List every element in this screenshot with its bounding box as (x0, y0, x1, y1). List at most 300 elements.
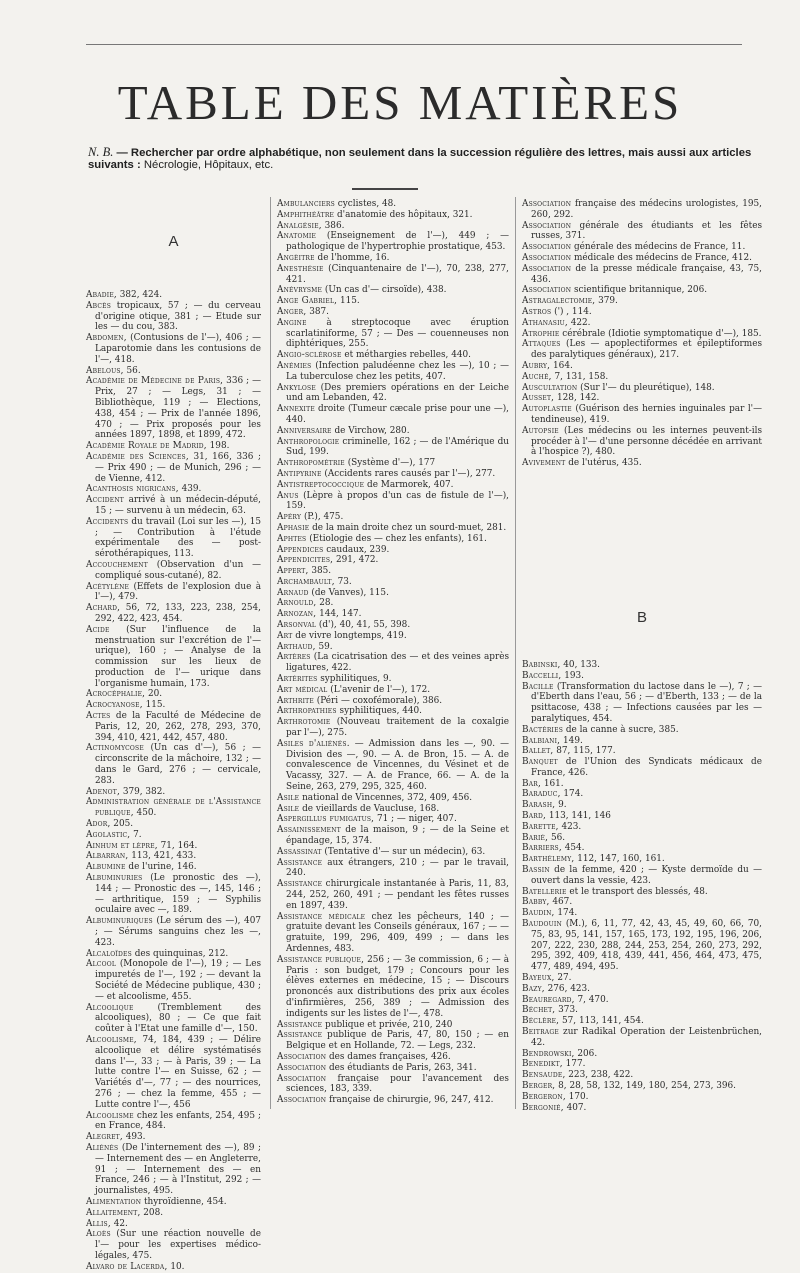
entry-references: caudaux, 239. (323, 544, 390, 555)
index-entry (522, 671, 762, 682)
entry-references: publique et privée, 210, 240 (322, 1019, 453, 1030)
entry-headword: Bendrowski, (522, 1048, 575, 1059)
entry-headword: Baudouin (522, 919, 562, 930)
entry-headword: Arsonval (277, 620, 317, 631)
entry-headword: Angine (277, 317, 307, 328)
entry-references: 450. (133, 808, 157, 819)
entry-headword: Arthropathies (277, 706, 337, 717)
index-entry (86, 873, 261, 916)
index-column-1 (86, 199, 261, 1272)
entry-references: de vieillards de Vaucluse, 168. (299, 803, 440, 814)
index-entry (86, 1219, 261, 1230)
instruction-note (88, 146, 760, 171)
entry-references: cérébrale (Idiotie symptomatique d'—), 185. (559, 328, 762, 339)
entry-references: 71 ; — niger, 407. (374, 814, 457, 825)
index-entry (86, 830, 261, 841)
entry-headword: Achard, (86, 603, 121, 614)
index-entry (86, 560, 261, 582)
entry-references: de l'utérus, 435. (565, 458, 642, 469)
entry-headword: Acrocéphalie, (86, 689, 146, 700)
entry-references: (Un cas d'— cirsoïde), 438. (322, 285, 447, 296)
index-entry (277, 652, 509, 674)
index-entry (522, 242, 762, 253)
entry-references: 379. (595, 296, 618, 307)
entry-references: arrivé à un médecin-député, 15 ; — survenu à un médecin, 63. (95, 495, 261, 516)
index-column-3 (522, 199, 762, 1111)
index-column-2 (277, 199, 509, 1111)
entry-headword: Actes (86, 711, 111, 722)
entry-headword: Acide (86, 624, 110, 635)
entry-headword: Aphtes (277, 533, 307, 544)
index-entry (277, 685, 509, 696)
entry-headword: Benedikt, (522, 1059, 563, 1070)
section-letter-b: B (636, 608, 647, 626)
index-entry (277, 1030, 509, 1052)
entry-list (522, 660, 762, 1113)
entry-references: (Des premiers opérations en der Leiche und am Lebanden, 42. (286, 382, 509, 404)
entry-references: 467. (549, 897, 573, 908)
index-entry (86, 862, 261, 873)
index-entry (86, 452, 261, 484)
entry-headword: Asile (277, 792, 300, 803)
entry-references: 276, 423. (544, 983, 590, 994)
entry-references: médicale des médecins de France, 412. (571, 252, 752, 263)
entry-references: 205. (110, 819, 134, 830)
index-entry (522, 296, 762, 307)
entry-headword: Batellerie (522, 886, 567, 897)
entry-headword: Albuminuriques (86, 916, 153, 927)
entry-references: 386. (321, 220, 345, 231)
entry-references: publique de Paris, 47, 80, 150 ; — en Belgique et en Hollande, 72. — Legs, 232. (286, 1030, 509, 1052)
entry-references: (Guérison des hernies inguinales par l'— tendineuse), 419. (531, 404, 762, 425)
entry-headword: Ausset, (522, 393, 555, 404)
entry-references: scientifique britannique, 206. (571, 285, 708, 296)
entry-headword: Arthrite (277, 695, 314, 706)
index-entry (522, 1103, 762, 1114)
entry-references: 291, 472. (333, 555, 379, 566)
index-entry (277, 210, 509, 221)
entry-references: 113, 421, 433. (128, 851, 197, 862)
index-entry (277, 480, 509, 491)
index-entry (277, 566, 509, 577)
index-entry (522, 307, 762, 318)
entry-headword: Ador, (86, 819, 111, 830)
entry-references: à streptocoque avec éruption scarlatiniforme, 57 ; — Des — couenneuses non diphtériques, 255. (286, 317, 509, 350)
entry-references: 128, 142. (554, 393, 600, 404)
entry-references: 7, 470. (574, 994, 609, 1005)
index-entry (277, 491, 509, 513)
index-entry (522, 383, 762, 394)
entry-references: (P.), 475. (301, 512, 344, 523)
index-entry (522, 973, 762, 984)
entry-headword: Appert, (277, 566, 309, 577)
entry-references: (Accidents rares causés par l'—), 277. (321, 468, 496, 479)
entry-references: du travail (Loi sur les —), 15 ; — Contribution à l'étude expérimentale des — post-sérothérapiques, 113. (95, 516, 261, 560)
entry-headword: Alcoolisme (86, 1110, 134, 1121)
entry-references: 493. (122, 1132, 146, 1143)
entry-references: de la canne à sucre, 385. (563, 724, 679, 735)
entry-headword: Arthrotomie (277, 717, 331, 728)
entry-headword: Berger, (522, 1081, 556, 1091)
index-entry (522, 811, 762, 822)
index-entry (86, 1197, 261, 1208)
entry-references: 206. (574, 1048, 598, 1059)
index-entry (277, 350, 509, 361)
index-entry (86, 603, 261, 625)
entry-headword: Anger, (277, 306, 307, 317)
index-entry (86, 1208, 261, 1219)
index-entry (277, 609, 509, 620)
index-entry (522, 318, 762, 329)
entry-headword: Assistance publique, (277, 954, 365, 965)
entry-references: 423. (558, 821, 582, 832)
index-entry (277, 285, 509, 296)
index-entry (522, 854, 762, 865)
entry-headword: Anthropométrie (277, 458, 345, 469)
entry-headword: Athanasiu, (522, 317, 568, 328)
note-underline (352, 188, 418, 190)
index-entry (522, 865, 762, 887)
entry-headword: Auché, (522, 371, 552, 382)
entry-references: de l'urine, 146. (125, 862, 197, 873)
entry-headword: Assainissement (277, 825, 341, 836)
entry-headword: Académie des Sciences, (86, 451, 189, 462)
entry-references: (') , 114. (551, 306, 592, 317)
entry-references: (Observation d'un — compliqué sous-cutané), 82. (95, 559, 261, 581)
entry-headword: Asiles d'aliénés. (277, 738, 350, 749)
entry-headword: Angèitre (277, 252, 315, 263)
index-entry (522, 725, 762, 736)
entry-headword: Bazy, (522, 983, 545, 994)
entry-headword: Baccelli, (522, 670, 562, 681)
entry-references: 385. (308, 566, 332, 577)
entry-headword: Bar, (522, 778, 541, 789)
index-entry (522, 339, 762, 361)
entry-references: française des médecins urologistes, 195, 260, 292. (531, 199, 762, 220)
entry-references: 149. (560, 735, 583, 746)
index-entry (277, 814, 509, 825)
entry-references: 28. (316, 598, 334, 609)
entry-headword: Assistance (277, 1019, 323, 1030)
entry-references: des étudiants de Paris, 263, 341. (326, 1062, 477, 1073)
index-entry (522, 221, 762, 243)
entry-headword: Anatomie (277, 231, 317, 242)
index-entry (86, 517, 261, 560)
entry-references: zur Radikal Operation der Leistenbrüchen, 42. (531, 1027, 762, 1048)
entry-references: 193. (561, 670, 584, 681)
entry-references: (Nouveau traitement de la coxalgie par l'—), 275. (286, 717, 509, 739)
index-entry (277, 545, 509, 556)
entry-references: 59. (315, 641, 333, 652)
index-entry (86, 1229, 261, 1261)
entry-references: 387. (306, 306, 329, 317)
index-entry (522, 361, 762, 372)
entry-headword: Alcaloïdes (86, 948, 132, 959)
index-entry (522, 1081, 762, 1092)
entry-references: d'anatomie des hôpitaux, 321. (334, 209, 473, 220)
entry-headword: Ainhum et lèpre, (86, 840, 158, 851)
entry-references: 56. (548, 832, 566, 843)
entry-headword: Aubry, (522, 360, 551, 371)
index-entry (86, 1262, 261, 1273)
index-entry (86, 333, 261, 365)
entry-references: 27. (554, 973, 572, 984)
entry-list (522, 199, 762, 469)
entry-references: (Le pronostic des —), 144 ; — Pronostic des —, 145, 146 ; — arthritique, 159 ; — Syphilis oculaire avec —, 189. (95, 873, 261, 916)
index-entry (277, 512, 509, 523)
index-entry (86, 1132, 261, 1143)
index-entry (86, 851, 261, 862)
entry-headword: Assistance (277, 879, 323, 890)
entry-references: et le transport des blessés, 48. (566, 886, 708, 897)
entry-headword: Administration générale de l'Assistance publique, (86, 797, 261, 819)
index-entry (522, 458, 762, 469)
index-entry (277, 674, 509, 685)
index-entry (277, 1020, 509, 1031)
entry-headword: Albuminuries (86, 873, 143, 884)
entry-references: (Enseignement de l'—), 449 ; — pathologique de l'hypertrophie prostatique, 453. (286, 231, 509, 253)
entry-references: (Sur une réaction nouvelle de l'— pour les expertises médico-légales, 475. (95, 1229, 261, 1261)
index-entry (277, 598, 509, 609)
entry-headword: Balbiani, (522, 735, 561, 746)
entry-headword: Assistance (277, 857, 323, 868)
entry-headword: Béchet, (522, 1005, 556, 1016)
entry-headword: Association (277, 1095, 327, 1106)
entry-headword: Auscultation (522, 382, 578, 393)
column-divider (515, 197, 516, 1109)
entry-references: (Tremblement des alcooliques), 80 ; — Ce que fait coûter à l'Etat une famille d'—, 150. (95, 1002, 261, 1035)
entry-headword: Bergeron, (522, 1091, 566, 1102)
index-entry (277, 307, 509, 318)
entry-headword: Atrophie (522, 328, 560, 339)
entry-references: 174. (560, 789, 584, 800)
entry-references: générale des étudiants et les fêtes russes, 371. (531, 220, 762, 242)
entry-references: 144, 147. (316, 609, 362, 620)
entry-references: de la femme, 420 ; — Kyste dermoïde du — ouvert dans la vessie, 423. (531, 865, 762, 886)
entry-headword: Alvaro de Lacerda, (86, 1261, 168, 1272)
entry-headword: Académie Royale de Madrid, (86, 441, 207, 452)
index-entry (86, 797, 261, 819)
index-entry (86, 1143, 261, 1197)
index-entry (522, 372, 762, 383)
entry-references: aux étrangers, 210 ; — par le travail, 240. (286, 857, 509, 879)
entry-references: (Lèpre à propos d'un cas de fistule de l'—), 159. (286, 490, 509, 512)
index-entry (277, 296, 509, 307)
entry-references: (Un cas d'—), 56 ; — circonscrite de la mâchoire, 132 ; — dans le Gard, 276 ; — cervicale, 283. (95, 743, 261, 786)
entry-headword: Bacille (522, 681, 554, 692)
entry-headword: Barriers, (522, 843, 562, 854)
entry-references: (Péri — coxofémorale), 386. (313, 695, 443, 706)
section-letter-a: A (168, 233, 179, 250)
index-entry (277, 793, 509, 804)
entry-references: 113, 141, 146 (546, 811, 611, 822)
index-entry (522, 285, 762, 296)
index-entry (522, 984, 762, 995)
entry-headword: Association (522, 220, 572, 231)
index-entry (277, 739, 509, 793)
index-entry (277, 858, 509, 880)
entry-references: 31, 166, 336 ; — Prix 490 ; — de Munich, 296 ; — de Vienne, 412. (95, 451, 261, 484)
index-entry (277, 199, 509, 210)
index-entry (277, 588, 509, 599)
index-entry (277, 825, 509, 847)
entry-references: 439. (178, 484, 202, 495)
index-entry (277, 620, 509, 631)
index-entry (522, 1049, 762, 1060)
page-title: TABLE DES MATIÈRES (117, 75, 683, 130)
entry-headword: Béclère, (522, 1016, 560, 1027)
entry-references: (Monopole de l'—), 19 ; — Les impuretés de l'—, 192 ; — devant la Société de Médecine publique, 430 ; — et alcoolisme, 455. (95, 959, 261, 1002)
entry-headword: Arnaud (277, 587, 309, 598)
entry-references: chez les pêcheurs, 140 ; — gratuite devant les Conseils généraux, 167 ; — — gratuite, 199, 296, 409, 499 ; — dans les Ardennes, 483. (286, 911, 509, 954)
index-entry (522, 897, 762, 908)
entry-headword: Assassinat (277, 846, 322, 857)
note-lead: N. B. (88, 145, 114, 159)
entry-headword: Albumine (86, 862, 126, 873)
index-entry (86, 582, 261, 604)
entry-references: 407. (563, 1102, 587, 1113)
entry-references: tropicaux, 57 ; — du cerveau d'origine otique, 381 ; — Etude sur les — du cou, 383. (95, 300, 261, 333)
entry-headword: Accident (86, 495, 125, 506)
entry-references: (Infection paludéenne chez les —), 10 ; — La tuberculose chez les petits, 407. (286, 360, 509, 382)
entry-references: (Les médecins ou les internes peuvent-ils procéder à l'— d'une personne décédée en arrivant à l'hospice ?), 480. (531, 425, 762, 458)
entry-headword: Babby, (522, 897, 550, 908)
entry-references: 161. (541, 778, 564, 789)
index-entry (277, 523, 509, 534)
index-entry (522, 746, 762, 757)
index-entry (522, 660, 762, 671)
index-entry (277, 847, 509, 858)
entry-references: (Etiologie des — chez les enfants), 161. (306, 533, 487, 544)
index-entry (277, 696, 509, 707)
entry-headword: Bard, (522, 811, 547, 822)
entry-references: 170. (565, 1091, 589, 1102)
entry-headword: Barié, (522, 832, 549, 843)
entry-headword: Ankylose (277, 382, 316, 393)
entry-references: (M.), 6, 11, 77, 42, 43, 45, 49, 60, 66, 70, 75, 83, 95, 141, 157, 165, 173, 192, 195, 196, 206, 207, 222, 230, 288, 244, 253, 254, 260, 273, 292, 295, 392, 409, 418, 439, 441, 456, 464, 473, 475, 477, 489, 494, 495. (531, 919, 762, 973)
entry-headword: Avivement (522, 458, 566, 469)
entry-headword: Albarran, (86, 851, 129, 862)
index-entry (277, 555, 509, 566)
index-entry (86, 1035, 261, 1111)
entry-headword: Anus (277, 490, 299, 501)
index-entry (277, 1063, 509, 1074)
entry-references: national de Vincennes, 372, 409, 456. (299, 792, 473, 803)
entry-headword: Bactéries (522, 724, 564, 735)
index-entry (522, 264, 762, 286)
entry-references: (Transformation du lactose dans le —), 7 ; — d'Eberth dans l'eau, 56 ; — d'Eberth, 133 ; — de la psittacose, 438 ; — Infections causées par les — paralytiques, 454. (531, 681, 762, 724)
entry-references: de Virchow, 280. (331, 425, 410, 436)
entry-headword: Académie de Médecine de Paris, (86, 376, 224, 387)
entry-references: 256 ; — 3e commission, 6 ; — à Paris : son budget, 179 ; Concours pour les élèves externes en médecine, 15 ; — Discours prononcés aux distributions des prix aux écoles d'infirmières, 256, 389 ; — Admission des indigents sur les listes de l'—, 478. (286, 954, 509, 1019)
index-entry (86, 495, 261, 517)
index-entry (86, 700, 261, 711)
entry-references: 198. (206, 441, 230, 452)
entry-references: 223, 238, 422. (565, 1070, 634, 1081)
entry-references: de vivre longtemps, 419. (292, 630, 407, 641)
entry-headword: Allis, (86, 1218, 111, 1229)
index-entry (277, 426, 509, 437)
entry-headword: Acétylène (86, 581, 130, 592)
column-divider (270, 197, 271, 1109)
entry-headword: Association (522, 252, 572, 263)
entry-headword: Art médical (277, 684, 328, 695)
entry-headword: Anémies (277, 360, 312, 371)
note-plain-text: Nécrologie, Hôpitaux, etc. (143, 159, 274, 171)
index-entry (277, 437, 509, 459)
index-entry (277, 1095, 509, 1106)
entry-references: (Contusions de l'—), 406 ; — Laparotomie dans les contusions de l'—, 418. (95, 333, 261, 365)
entry-headword: Antipyrine (277, 468, 322, 479)
index-entry (86, 743, 261, 786)
entry-headword: Baraduc, (522, 789, 561, 800)
index-entry (277, 361, 509, 383)
entry-references: 336 ; — Prix, 27 ; — Legs, 31 ; — Bibliothèque, 119 ; — Elections, 438, 454 ; — Prix de l'année 1896, 470 ; — Prix proposés pour les années 1897, 1898, et 1899, 472. (95, 376, 261, 441)
entry-headword: Accouchement (86, 559, 148, 570)
entry-headword: Artères (277, 652, 311, 663)
entry-references: (Le sérum des —), 407 ; — Sérums sanguins chez les —, 423. (95, 916, 261, 948)
index-entry (522, 757, 762, 779)
index-entry (277, 534, 509, 545)
entry-headword: Annexite (277, 404, 315, 415)
index-entry (522, 843, 762, 854)
entry-headword: Alegret, (86, 1132, 123, 1143)
index-entry (86, 689, 261, 700)
index-entry (522, 1092, 762, 1103)
index-entry (522, 779, 762, 790)
entry-headword: Abcès (86, 300, 112, 311)
entry-headword: Aliénés (86, 1142, 119, 1153)
entry-references: (La cicatrisation des — et des veines après ligatures, 422. (286, 652, 509, 674)
entry-headword: Arnould, (277, 598, 317, 609)
entry-headword: Bayeux, (522, 973, 555, 984)
entry-headword: Association (522, 285, 572, 296)
entry-references: de la presse médicale française, 43, 75, 436. (531, 263, 762, 285)
index-entry (522, 404, 762, 426)
entry-references: thyroïdienne, 454. (141, 1196, 227, 1207)
index-entry (277, 221, 509, 232)
entry-headword: Acrocyanose, (86, 700, 143, 711)
entry-references: 382, 424. (116, 290, 163, 300)
entry-headword: Association (522, 199, 572, 209)
entry-headword: Baudin, (522, 908, 555, 919)
entry-headword: Attaques (522, 339, 561, 350)
entry-headword: Alcoolisme, (86, 1034, 137, 1045)
entry-headword: Bergonié, (522, 1102, 564, 1113)
index-entry (277, 706, 509, 717)
entry-list (86, 290, 261, 1273)
note-bold-text: — Rechercher par ordre alphabétique, non seulement dans la succession régulière des lettres, mais aussi aux articles suivants : (88, 147, 752, 171)
index-entry (86, 1003, 261, 1035)
entry-headword: Appendicites, (277, 555, 334, 566)
entry-references: 454. (561, 843, 585, 854)
entry-references: (Sur l'influence de la menstruation sur l'excrétion de l'— urique), 160 ; — Analyse de la commission sur les lieux de production de l'— urique dans l'organisme humain, 173. (95, 624, 261, 689)
index-entry (86, 484, 261, 495)
entry-headword: Bassin (522, 865, 550, 876)
index-entry (277, 577, 509, 588)
entry-headword: Art (277, 630, 293, 641)
entry-headword: Astros (522, 306, 552, 317)
index-entry (522, 736, 762, 747)
entry-headword: Anniversaire (277, 425, 332, 436)
entry-headword: Ambulanciers (277, 199, 335, 209)
entry-references: 7, 131, 158. (551, 371, 609, 382)
entry-references: (Tentative d'— sur un médecin), 63. (321, 846, 486, 857)
index-entry (86, 916, 261, 948)
entry-references: droite (Tumeur cæcale prise pour une —), 440. (286, 404, 509, 425)
entry-references: 8, 28, 58, 132, 149, 180, 254, 273, 396. (555, 1081, 736, 1091)
entry-references: 20. (145, 689, 163, 700)
